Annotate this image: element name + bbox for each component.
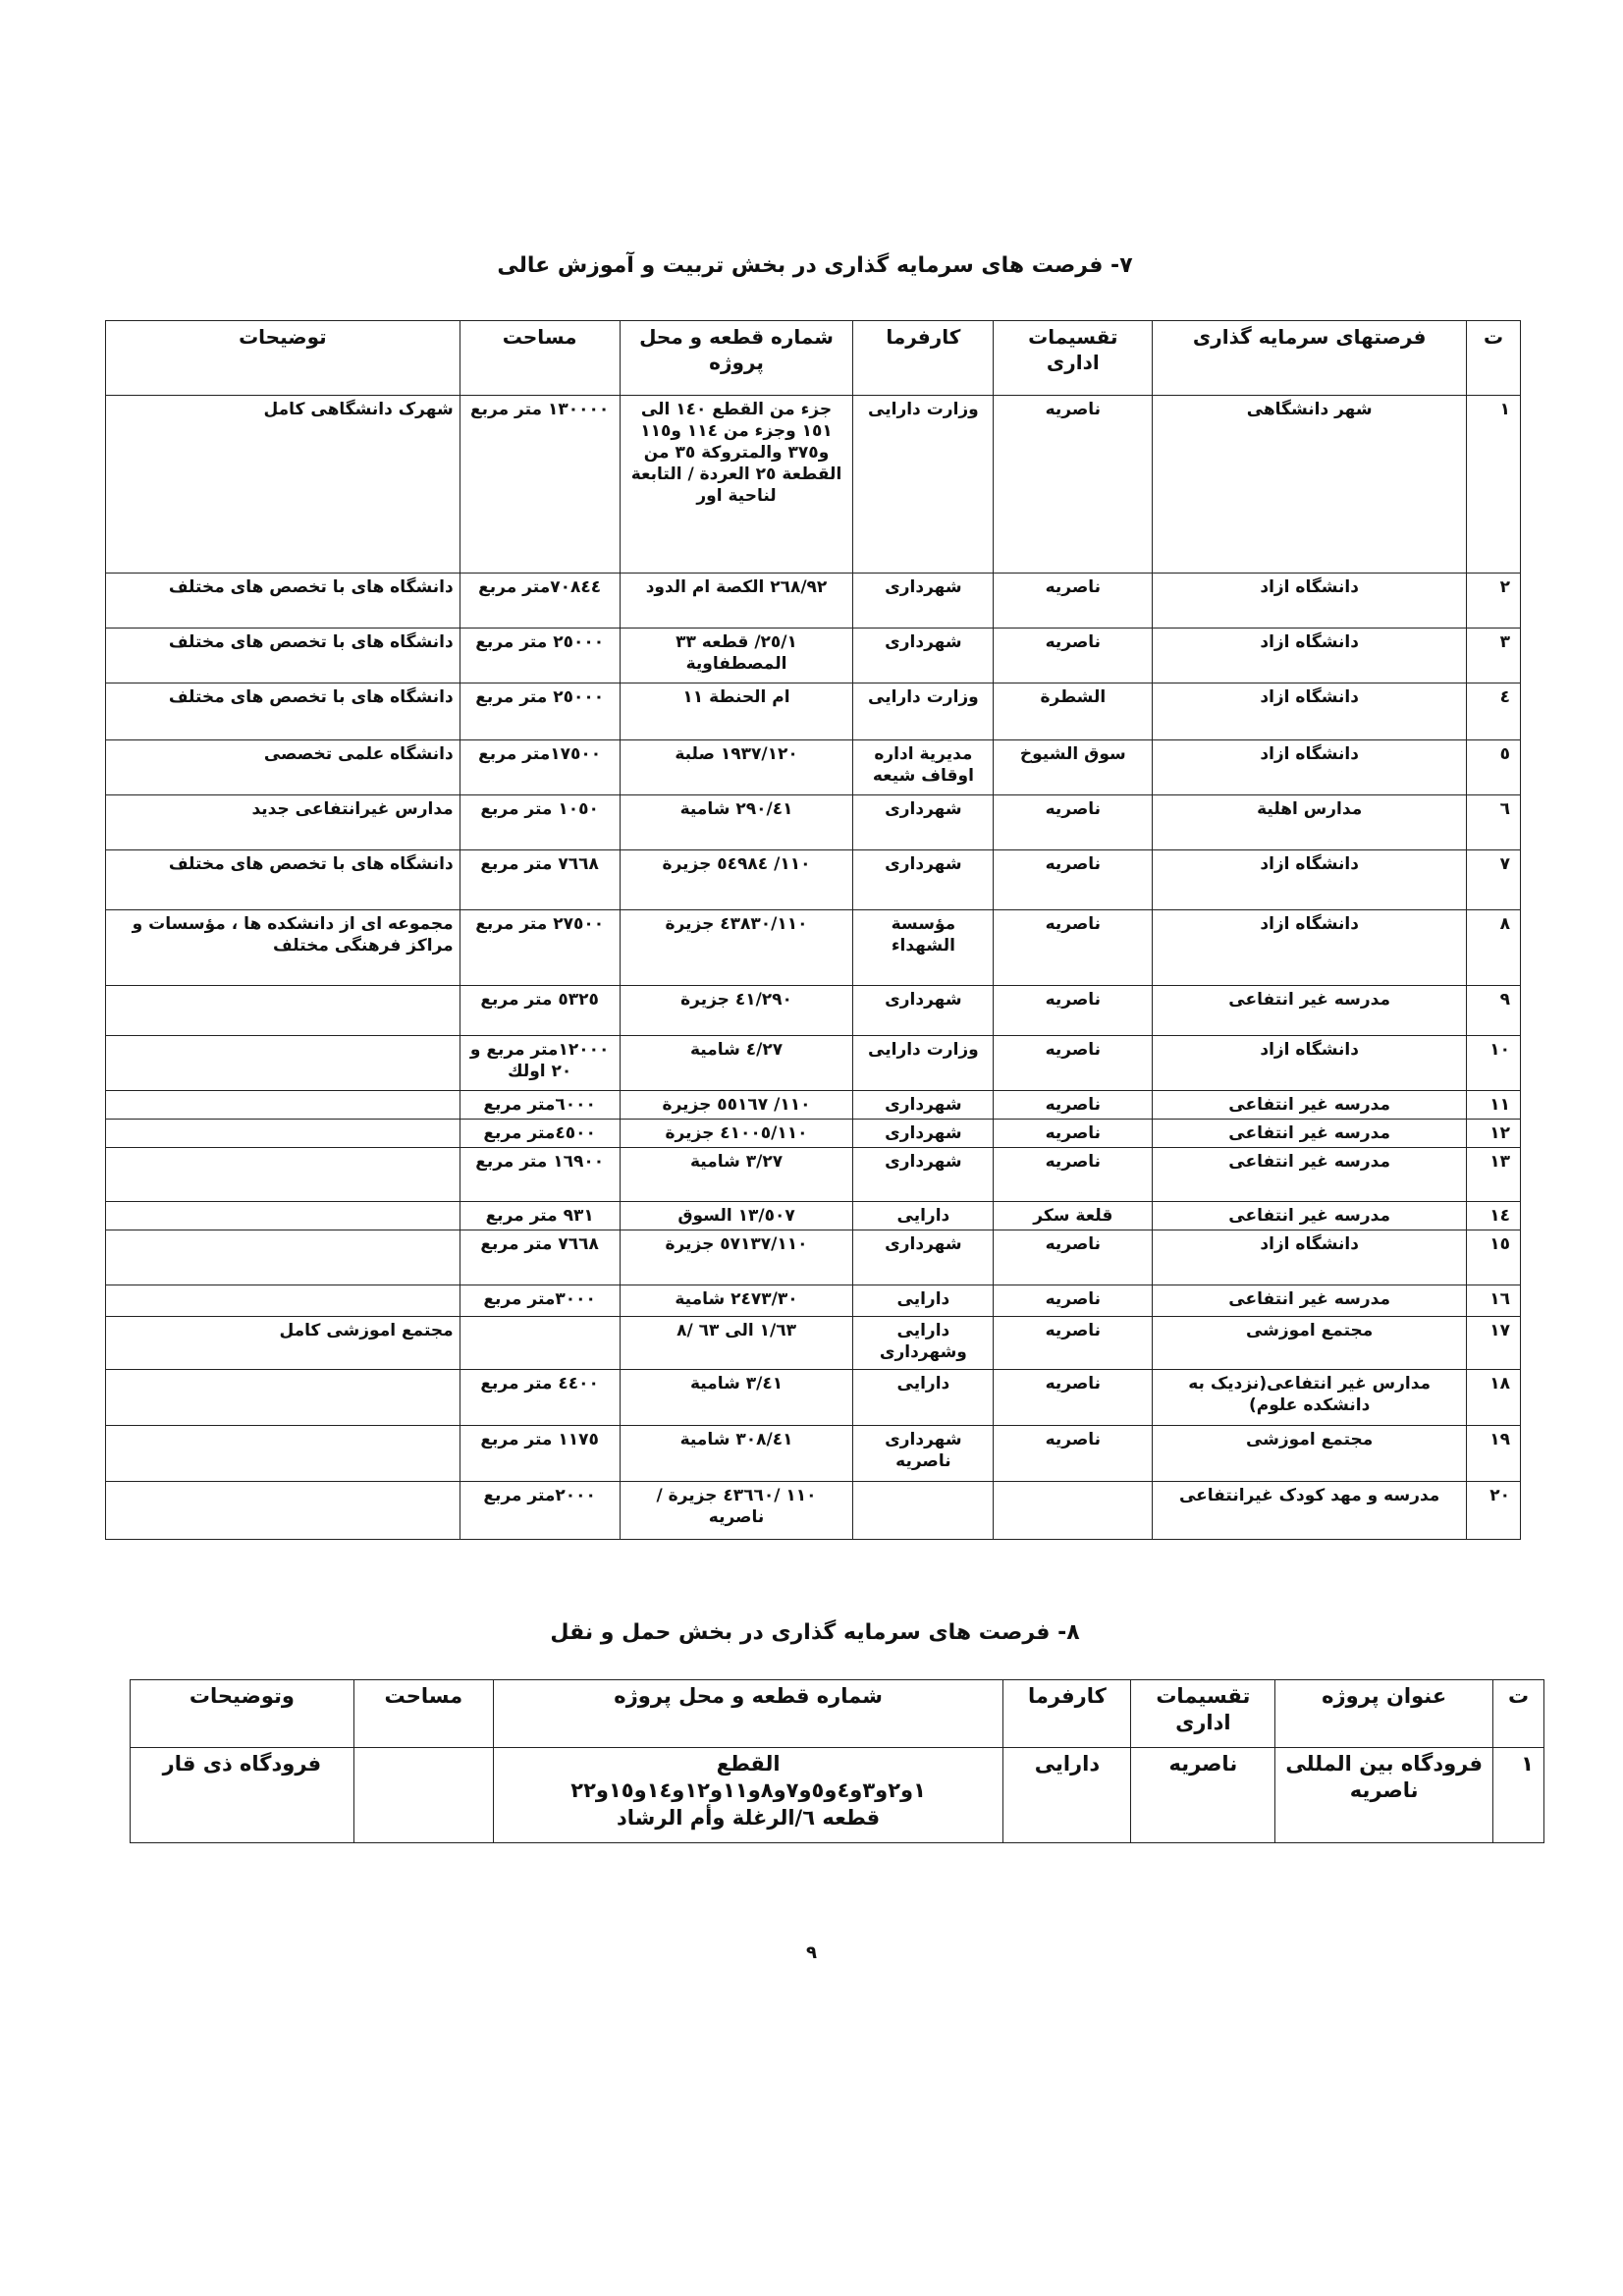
cell-division: ناصریه: [994, 1230, 1153, 1285]
cell-employer: شهرداری: [853, 629, 994, 683]
cell-num: ٣: [1467, 629, 1521, 683]
t2-header-employer: کارفرما: [1003, 1680, 1131, 1748]
cell-opportunity: دانشگاه ازاد: [1153, 1230, 1467, 1285]
t2-header-plot: شماره قطعه و محل پروژه: [493, 1680, 1003, 1748]
table-row: [106, 910, 1521, 986]
cell-division: ناصریه: [994, 396, 1153, 574]
cell-desc: دانشگاه های با تخصص های مختلف: [106, 850, 460, 910]
cell-plot: ١١٠/ ٥٤٩٨٤ جزيرة: [620, 850, 853, 910]
cell-division: ناصریه: [994, 574, 1153, 629]
cell-desc: [106, 1285, 460, 1317]
cell-desc: دانشگاه های با تخصص های مختلف: [106, 629, 460, 683]
cell-num: ٩: [1467, 986, 1521, 1036]
cell-area: ١٧٥٠٠متر مربع: [460, 740, 620, 795]
cell-opportunity: دانشگاه ازاد: [1153, 850, 1467, 910]
table-row: [106, 396, 1521, 574]
row-project: فرودگاه بین المللی ناصریه: [1275, 1748, 1493, 1843]
table-row: [106, 683, 1521, 740]
cell-area: ٢٥٠٠٠ متر مربع: [460, 683, 620, 740]
table-row: [106, 795, 1521, 850]
cell-employer: شهرداری: [853, 1120, 994, 1148]
cell-desc: [106, 1482, 460, 1540]
table-row: [106, 740, 1521, 795]
cell-plot: ٢٤٧٣/٣٠ شامية: [620, 1285, 853, 1317]
cell-num: ١٩: [1467, 1426, 1521, 1482]
cell-num: ٥: [1467, 740, 1521, 795]
cell-opportunity: مدرسه غیر انتفاعی: [1153, 1285, 1467, 1317]
row-employer: دارایی: [1003, 1748, 1131, 1843]
cell-division: [994, 1482, 1153, 1540]
cell-division: سوق الشیوخ: [994, 740, 1153, 795]
cell-num: ١٠: [1467, 1036, 1521, 1091]
cell-area: ٧٦٦٨ متر مربع: [460, 850, 620, 910]
cell-num: ٦: [1467, 795, 1521, 850]
cell-plot: ٣/٤١ شامية: [620, 1370, 853, 1426]
cell-num: ٢٠: [1467, 1482, 1521, 1540]
cell-area: ٤٥٠٠متر مربع: [460, 1120, 620, 1148]
table-row: [106, 574, 1521, 629]
cell-desc: شهرک دانشگاهی کامل: [106, 396, 460, 574]
cell-num: ١٢: [1467, 1120, 1521, 1148]
table-row: [106, 1285, 1521, 1317]
table-row: [106, 1426, 1521, 1482]
cell-desc: [106, 1148, 460, 1202]
cell-division: ناصریه: [994, 795, 1153, 850]
row-plot: [493, 1748, 1003, 1843]
cell-opportunity: مدرسه غیر انتفاعی: [1153, 1202, 1467, 1230]
cell-num: ١٧: [1467, 1317, 1521, 1370]
cell-division: ناصریه: [994, 1036, 1153, 1091]
cell-desc: [106, 1036, 460, 1091]
cell-division: ناصریه: [994, 1120, 1153, 1148]
cell-num: ٧: [1467, 850, 1521, 910]
table-row: [106, 1120, 1521, 1148]
cell-division: ناصریه: [994, 1426, 1153, 1482]
table-row: [106, 1091, 1521, 1120]
cell-opportunity: مجتمع اموزشی: [1153, 1317, 1467, 1370]
t2-header-project: عنوان پروژه: [1275, 1680, 1493, 1748]
table-row: [106, 986, 1521, 1036]
section-8-title: ٨- فرصت های سرمایه گذاری در بخش حمل و نقل: [550, 1620, 1080, 1645]
cell-plot: ٤١/٢٩٠ جزيرة: [620, 986, 853, 1036]
cell-area: ٤٤٠٠ متر مربع: [460, 1370, 620, 1426]
cell-opportunity: دانشگاه ازاد: [1153, 910, 1467, 986]
cell-area: ١٠٥٠ متر مربع: [460, 795, 620, 850]
header-opportunity: فرصتهای سرمایه گذاری: [1153, 321, 1467, 396]
cell-division: ناصریه: [994, 910, 1153, 986]
cell-opportunity: دانشگاه ازاد: [1153, 683, 1467, 740]
cell-desc: [106, 1230, 460, 1285]
cell-division: ناصریه: [994, 1091, 1153, 1120]
cell-desc: [106, 1091, 460, 1120]
cell-area: [460, 1317, 620, 1370]
cell-employer: شهرداری: [853, 574, 994, 629]
cell-plot: ١٩٣٧/١٢٠ صلبة: [620, 740, 853, 795]
cell-num: ٢: [1467, 574, 1521, 629]
cell-opportunity: مدارس غير انتفاعی(نزدیک به دانشکده علوم): [1153, 1370, 1467, 1426]
cell-num: ١٤: [1467, 1202, 1521, 1230]
row-division: ناصریه: [1131, 1748, 1275, 1843]
cell-area: ١١٧٥ متر مربع: [460, 1426, 620, 1482]
table-row: [106, 1370, 1521, 1426]
cell-opportunity: مجتمع اموزشی: [1153, 1426, 1467, 1482]
cell-division: الشطرة: [994, 683, 1153, 740]
cell-opportunity: مدرسه غیر انتفاعی: [1153, 1091, 1467, 1120]
cell-plot: ٤٣٨٣٠/١١٠ جزيرة: [620, 910, 853, 986]
cell-division: ناصریه: [994, 986, 1153, 1036]
cell-employer: شهرداری: [853, 986, 994, 1036]
cell-desc: [106, 1370, 460, 1426]
cell-opportunity: مدرسه و مهد کودک غیرانتفاعی: [1153, 1482, 1467, 1540]
cell-plot: ٢٦٨/٩٢ الكصة ام الدود: [620, 574, 853, 629]
cell-area: ٢٥٠٠٠ متر مربع: [460, 629, 620, 683]
header-desc: توضیحات: [106, 321, 460, 396]
plot-line: قطعه ٦/الرغلة وأم الرشاد: [617, 1805, 881, 1830]
cell-area: ٧٠٨٤٤متر مربع: [460, 574, 620, 629]
row-desc: فرودگاه ذی قار: [131, 1748, 354, 1843]
cell-desc: دانشگاه های با تخصص های مختلف: [106, 683, 460, 740]
cell-division: ناصریه: [994, 629, 1153, 683]
header-division: تقسیمات اداری: [994, 321, 1153, 396]
cell-opportunity: دانشگاه ازاد: [1153, 629, 1467, 683]
cell-opportunity: مدرسه غیر انتفاعی: [1153, 1120, 1467, 1148]
cell-division: ناصریه: [994, 1370, 1153, 1426]
cell-division: قلعة سكر: [994, 1202, 1153, 1230]
cell-employer: دارایی: [853, 1285, 994, 1317]
cell-opportunity: دانشگاه ازاد: [1153, 574, 1467, 629]
table-row: [106, 1202, 1521, 1230]
cell-plot: ٢٥/١/ قطعه ٣٣ المصطفاوية: [620, 629, 853, 683]
cell-num: ١٥: [1467, 1230, 1521, 1285]
t2-header-area: مساحت: [353, 1680, 493, 1748]
table-row: [106, 850, 1521, 910]
cell-num: ٤: [1467, 683, 1521, 740]
cell-plot: ٣/٢٧ شامية: [620, 1148, 853, 1202]
cell-employer: وزارت دارایی: [853, 1036, 994, 1091]
cell-employer: دارایی وشهرداری: [853, 1317, 994, 1370]
cell-plot: ٥٧١٣٧/١١٠ جزيرة: [620, 1230, 853, 1285]
cell-opportunity: مدارس اهلية: [1153, 795, 1467, 850]
cell-num: ١٦: [1467, 1285, 1521, 1317]
cell-opportunity: مدرسه غیر انتفاعی: [1153, 986, 1467, 1036]
cell-area: ٧٦٦٨ متر مربع: [460, 1230, 620, 1285]
table-row: [106, 1317, 1521, 1370]
cell-desc: مدارس غیرانتفاعی جدید: [106, 795, 460, 850]
header-area: مساحت: [460, 321, 620, 396]
cell-plot: ٣٠٨/٤١ شامية: [620, 1426, 853, 1482]
cell-area: ١٢٠٠٠متر مربع و ٢٠ اولك: [460, 1036, 620, 1091]
row-num: ١: [1493, 1748, 1544, 1843]
cell-desc: مجموعه ای از دانشکده ها ، مؤسسات و مراکز فرهنگی مختلف: [106, 910, 460, 986]
plot-line: القطع: [716, 1752, 781, 1776]
cell-plot: ١/٦٣ الی ٦٣ /٨: [620, 1317, 853, 1370]
cell-employer: شهرداری: [853, 1148, 994, 1202]
cell-employer: شهرداری: [853, 1091, 994, 1120]
table-row: [106, 1230, 1521, 1285]
cell-area: ٢٧٥٠٠ متر مربع: [460, 910, 620, 986]
header-num: ت: [1467, 321, 1521, 396]
cell-num: ١١: [1467, 1091, 1521, 1120]
table-row: [106, 629, 1521, 683]
cell-plot: ١٣/٥٠٧ السوق: [620, 1202, 853, 1230]
cell-employer: شهرداری: [853, 1230, 994, 1285]
cell-opportunity: دانشگاه ازاد: [1153, 1036, 1467, 1091]
cell-area: ٦٠٠٠متر مربع: [460, 1091, 620, 1120]
cell-area: ٢٠٠٠متر مربع: [460, 1482, 620, 1540]
cell-division: ناصریه: [994, 1317, 1153, 1370]
cell-desc: دانشگاه های با تخصص های مختلف: [106, 574, 460, 629]
cell-num: ١٨: [1467, 1370, 1521, 1426]
table-row: [106, 1036, 1521, 1091]
table-row: [106, 1148, 1521, 1202]
table-row: [106, 1482, 1521, 1540]
education-investment-table: [105, 320, 1521, 1540]
cell-desc: [106, 1202, 460, 1230]
header-employer: کارفرما: [853, 321, 994, 396]
cell-employer: وزارت دارایی: [853, 396, 994, 574]
cell-desc: [106, 1120, 460, 1148]
cell-employer: [853, 1482, 994, 1540]
cell-num: ١٣: [1467, 1148, 1521, 1202]
cell-desc: [106, 986, 460, 1036]
cell-plot: ١١٠ /٤٣٦٦٠ جزيرة / ناصريه: [620, 1482, 853, 1540]
cell-employer: شهرداری ناصریه: [853, 1426, 994, 1482]
cell-employer: دارایی: [853, 1202, 994, 1230]
cell-employer: وزارت دارایی: [853, 683, 994, 740]
section-7-title: ٧- فرصت های سرمایه گذاری در بخش تربیت و آموزش عالی: [497, 253, 1133, 278]
cell-plot: ام الحنطة ١١: [620, 683, 853, 740]
cell-plot: جزء من القطع ١٤٠ الی ١٥١ وجزء من ١١٤ و١١٥ و٣٧٥ والمتروكة ٣٥ من القطعة ٢٥ العردة / التابعة لناحية اور: [620, 396, 853, 574]
cell-plot: ٤١٠٠٥/١١٠ جزيرة: [620, 1120, 853, 1148]
cell-division: ناصریه: [994, 1285, 1153, 1317]
cell-division: ناصریه: [994, 1148, 1153, 1202]
t2-header-num: ت: [1493, 1680, 1544, 1748]
cell-area: ٩٣١ متر مربع: [460, 1202, 620, 1230]
cell-area: ٥٣٢٥ متر مربع: [460, 986, 620, 1036]
table-row: [131, 1748, 1544, 1843]
cell-employer: مديرية اداره اوقاف شیعه: [853, 740, 994, 795]
cell-employer: شهرداری: [853, 850, 994, 910]
cell-desc: دانشگاه علمی تخصصی: [106, 740, 460, 795]
t2-header-division: تقسیمات اداری: [1131, 1680, 1275, 1748]
cell-plot: ١١٠/ ٥٥١٦٧ جزيرة: [620, 1091, 853, 1120]
page-number: ٩: [806, 1942, 817, 1963]
cell-opportunity: شهر دانشگاهی: [1153, 396, 1467, 574]
header-plot: شماره قطعه و محل پروژه: [620, 321, 853, 396]
cell-opportunity: دانشگاه ازاد: [1153, 740, 1467, 795]
cell-area: ٣٠٠٠متر مربع: [460, 1285, 620, 1317]
cell-area: ١٦٩٠٠ متر مربع: [460, 1148, 620, 1202]
cell-opportunity: مدرسه غیر انتفاعی: [1153, 1148, 1467, 1202]
cell-desc: [106, 1426, 460, 1482]
t2-header-desc: وتوضیحات: [131, 1680, 354, 1748]
cell-employer: شهرداری: [853, 795, 994, 850]
cell-desc: مجتمع اموزشی کامل: [106, 1317, 460, 1370]
cell-num: ٨: [1467, 910, 1521, 986]
cell-plot: ٤/٢٧ شامية: [620, 1036, 853, 1091]
cell-area: ١٣٠٠٠٠ متر مربع: [460, 396, 620, 574]
cell-num: ١: [1467, 396, 1521, 574]
cell-plot: ٢٩٠/٤١ شامية: [620, 795, 853, 850]
cell-employer: مؤسسة الشهداء: [853, 910, 994, 986]
cell-division: ناصریه: [994, 850, 1153, 910]
row-area: [353, 1748, 493, 1843]
cell-employer: دارایی: [853, 1370, 994, 1426]
plot-line: ١و٢و٣و٤و٥و٧و٨و١١و١٢و١٤و١٥و٢٢: [570, 1778, 926, 1803]
transport-investment-table: [130, 1679, 1544, 1843]
